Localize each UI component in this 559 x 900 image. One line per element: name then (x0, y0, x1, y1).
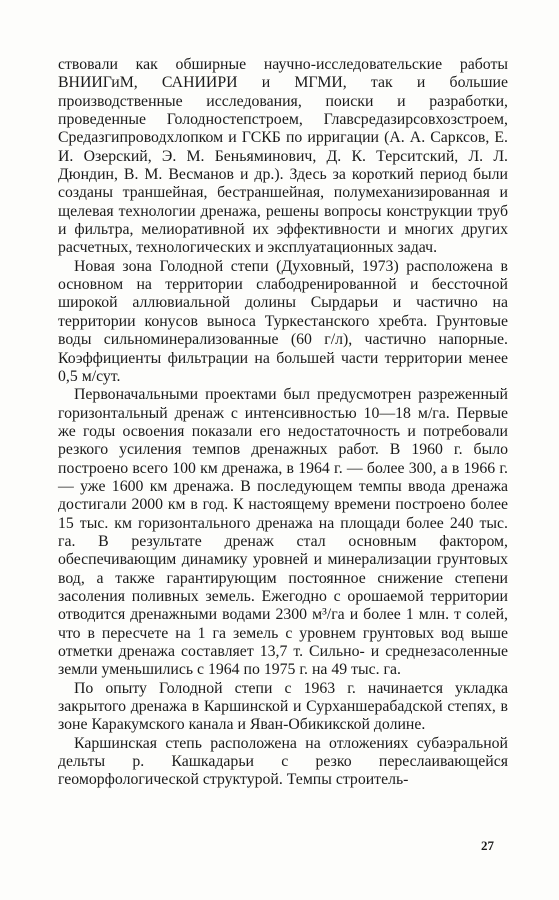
page-number: 27 (481, 838, 494, 853)
paragraph-karshi-steppe: Каршинская степь расположена на отложениях субаэральной дельты р. Кашкадарьи с резко переслаивающейся геоморфологической структурой. Темпы строитель- (58, 734, 508, 789)
paragraph-continuation: ствовали как обширные научно-исследовательские работы ВНИИГиМ, САНИИРИ и МГМИ, так и большие производственные исследования, поиски и разработки, проведенные Голодностепстроем, Главсредазирсовхозстроем, Средазгипроводхлопком и ГСКБ по ирригации (А. А. Сарксов, Е. И. Озерский, Э. М. Беньяминович, Д. К. Терситский, Л. Л. Дюндин, В. М. Весманов и др.). Здесь за короткий период были созданы траншейная, бестраншейная, полумеханизированная и щелевая технологии дренажа, решены вопросы конструкции труб и фильтра, мелиоративной их эффективности и многих других расчетных, технологических и эксплуатационных задач. (58, 56, 508, 257)
paragraph-golodnaya-steppe-zone: Новая зона Голодной степи (Духовный, 1973) расположена в основном на территории слабодренированной и бессточной широкой аллювиальной долины Сырдарьи и частично на территории конусов выноса Туркестанского хребта. Грунтовые воды сильноминерализованные (60 г/л), частично напорные. Коэффициенты фильтрации на большей части территории менее 0,5 м/сут. (58, 257, 508, 385)
paragraph-drainage-history: Первоначальными проектами был предусмотрен разреженный горизонтальный дренаж с интенсивностью 10—18 м/га. Первые же годы освоения показали его недостаточность и потребовали резкого усиления темпов дренажных работ. В 1960 г. было построено всего 100 км дренажа, в 1964 г. — более 300, а в 1966 г. — уже 1600 км дренажа. В последующем темпы ввода дренажа достигали 2000 км в год. К настоящему времени построено более 15 тыс. км горизонтального дренажа на площади более 240 тыс. га. В результате дренаж стал основным фактором, обеспечивающим динамику уровней и минерализации грунтовых вод, а также гарантирующим постоянное снижение степени засоления поливных земель. Ежегодно с орошаемой территории отводится дренажными водами 2300 м³/га и более 1 млн. т солей, что в пересчете на 1 га земель с уровнем грунтовых вод выше отметки дренажа составляет 13,7 т. Сильно- и среднезасоленные земли уменьшились с 1964 по 1975 г. на 49 тыс. га. (58, 386, 508, 679)
body-text (58, 56, 508, 790)
paragraph-drainage-expansion: По опыту Голодной степи с 1963 г. начинается укладка закрытого дренажа в Каршинской и Сурханшерабадской степях, в зоне Каракумского канала и Яван-Обикикской долине. (58, 679, 508, 734)
